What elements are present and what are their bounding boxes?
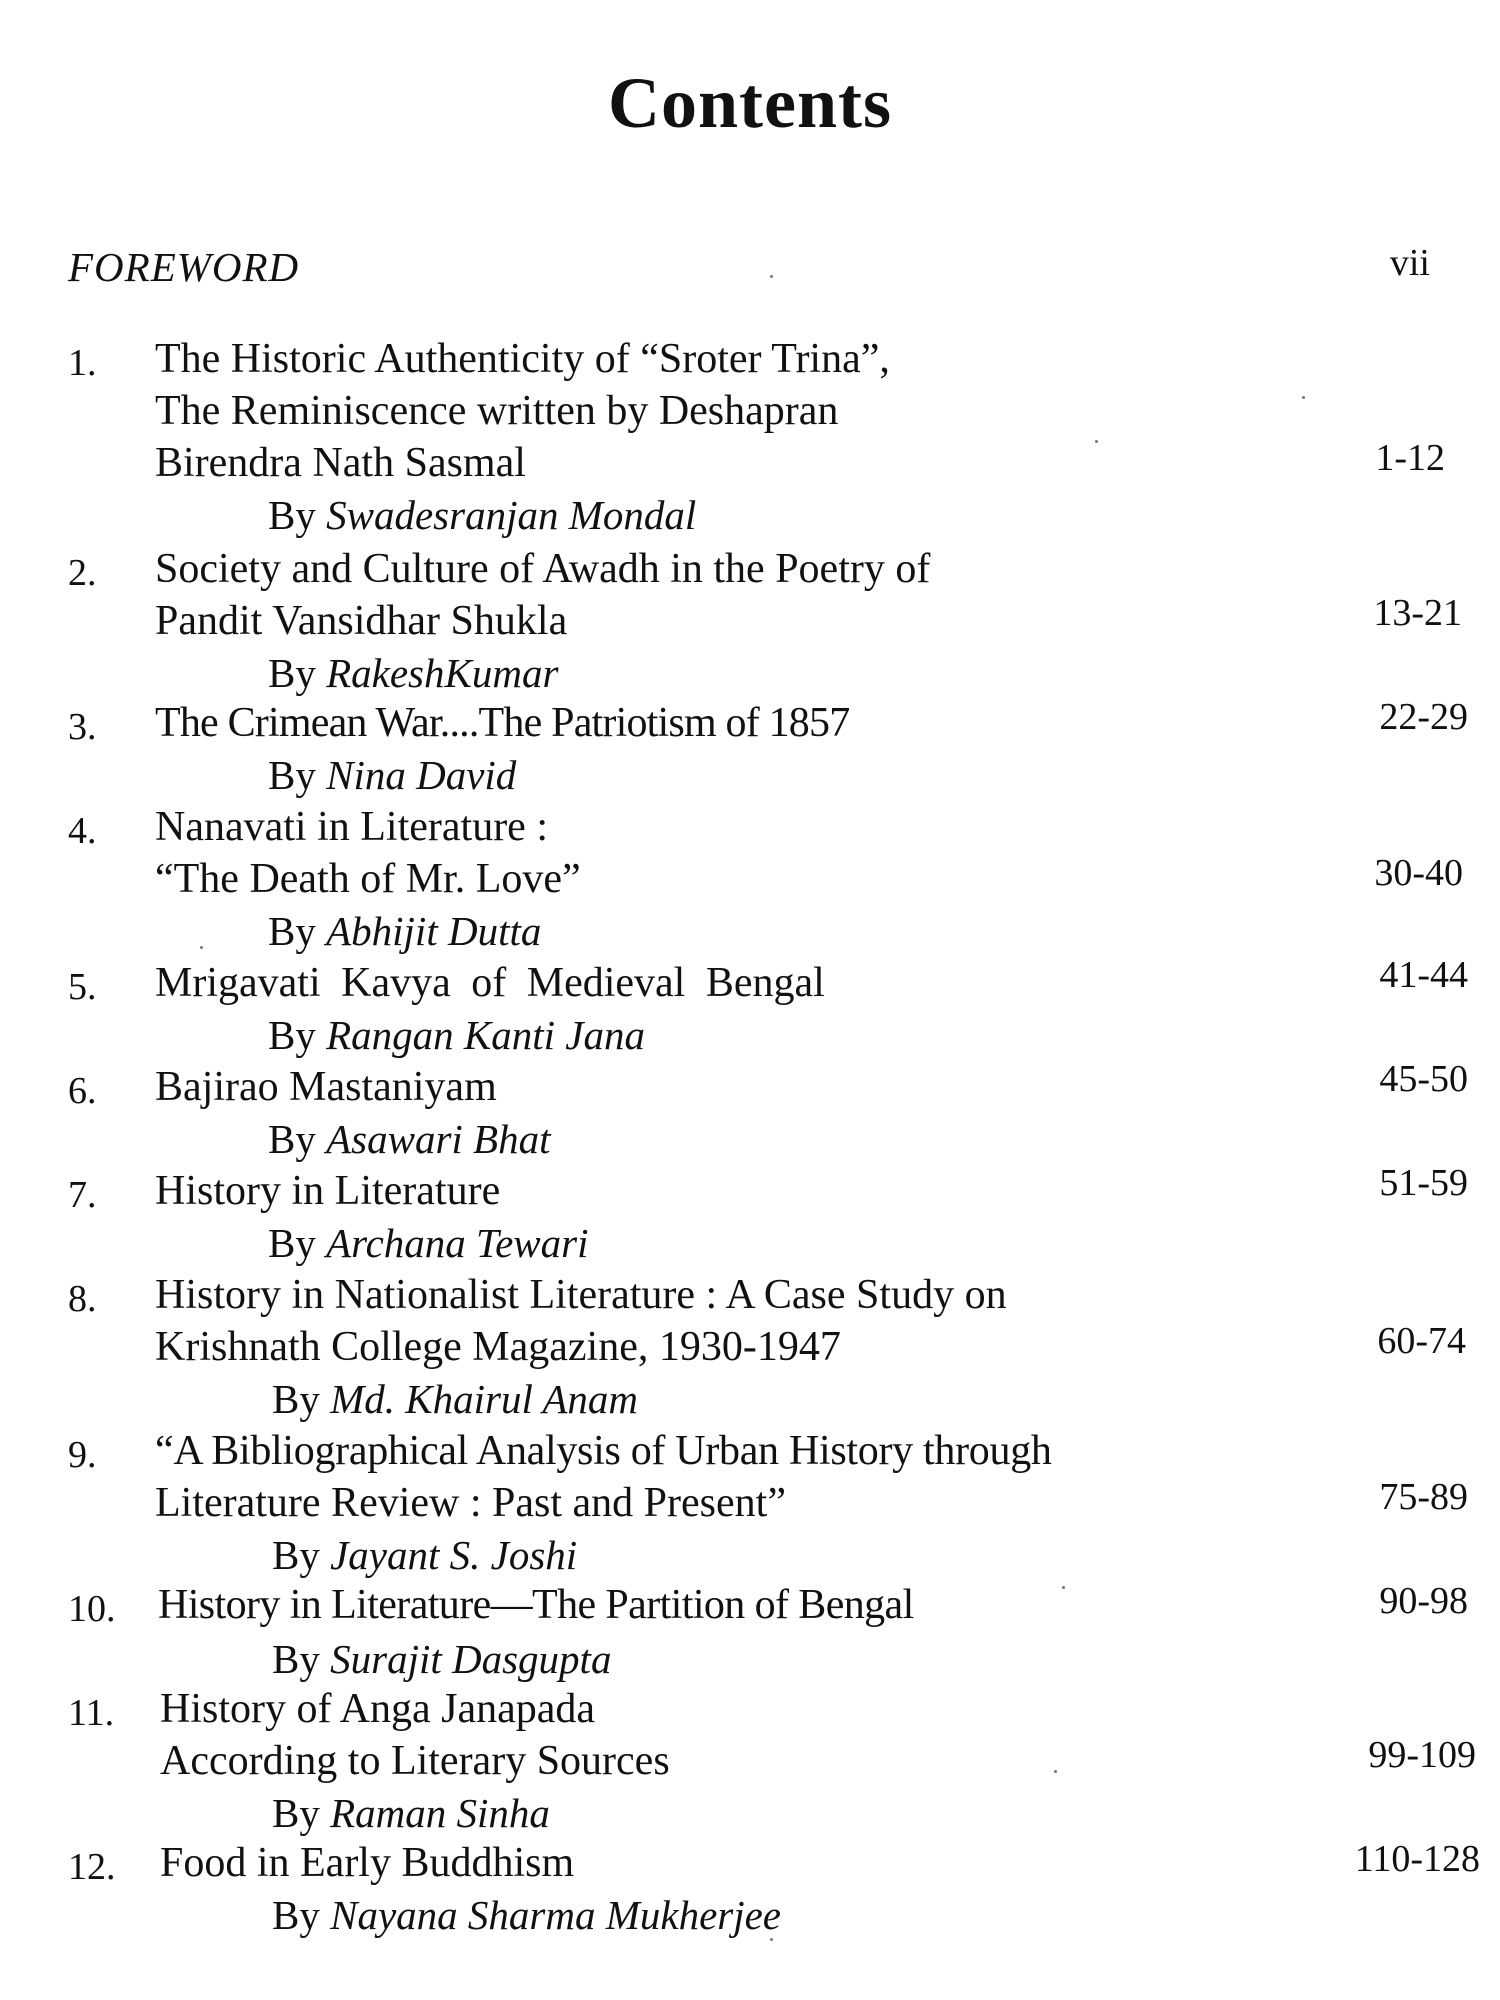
scan-speck — [200, 946, 203, 949]
entry-pages: 75-89 — [1379, 1476, 1468, 1518]
scan-speck — [1054, 1770, 1057, 1773]
entry-pages: 51-59 — [1379, 1162, 1468, 1204]
entry-pages: 22-29 — [1379, 696, 1468, 738]
entry-title-line: History of Anga Janapada — [160, 1686, 596, 1732]
entry-number: 9. — [68, 1434, 97, 1476]
entry-byline — [268, 1114, 551, 1164]
by-label: By — [268, 1012, 316, 1058]
entry-title-line: Krishnath College Magazine, 1930-1947 — [155, 1324, 841, 1370]
entry-number: 1. — [68, 342, 97, 384]
entry-pages: 60-74 — [1377, 1320, 1466, 1362]
entry-author: Asawari Bhat — [326, 1116, 551, 1162]
scan-speck — [770, 1938, 773, 1941]
scan-speck — [770, 275, 773, 278]
entry-number: 10. — [68, 1588, 116, 1630]
entry-number: 12. — [68, 1846, 116, 1888]
entry-pages: 13-21 — [1373, 592, 1462, 634]
entry-byline — [272, 1634, 611, 1684]
entry-author: Raman Sinha — [330, 1790, 550, 1836]
entry-author: RakeshKumar — [326, 650, 559, 696]
entry-byline — [272, 1788, 550, 1838]
entry-number: 8. — [68, 1278, 97, 1320]
by-label: By — [268, 492, 316, 538]
entry-number: 3. — [68, 706, 97, 748]
entry-title-line: “The Death of Mr. Love” — [155, 856, 581, 902]
entry-pages: 1-12 — [1375, 437, 1445, 479]
by-label: By — [268, 650, 316, 696]
entry-number: 4. — [68, 810, 97, 852]
entry-title-line: The Reminiscence written by Deshapran — [155, 388, 839, 434]
foreword-page: vii — [1389, 242, 1430, 284]
entry-byline — [268, 490, 696, 540]
entry-byline — [272, 1890, 781, 1940]
by-label: By — [268, 1220, 316, 1266]
entry-pages: 45-50 — [1379, 1058, 1468, 1100]
scan-speck — [1302, 396, 1305, 399]
by-label: By — [272, 1790, 320, 1836]
page-title: Contents — [607, 63, 892, 143]
entry-pages: 99-109 — [1368, 1734, 1476, 1776]
entry-byline — [268, 1218, 588, 1268]
by-label: By — [268, 908, 316, 954]
scan-speck — [1062, 1586, 1065, 1589]
entry-number: 2. — [68, 552, 97, 594]
by-label: By — [268, 752, 316, 798]
entry-title-line: History in Nationalist Literature : A Case Study on — [155, 1272, 1007, 1318]
entry-byline — [268, 750, 516, 800]
entry-byline — [268, 906, 541, 956]
entry-title-line: Nanavati in Literature : — [155, 804, 548, 850]
entry-pages: 30-40 — [1374, 852, 1463, 894]
by-label: By — [272, 1532, 320, 1578]
scan-speck — [1095, 440, 1098, 443]
entry-title-line: The Historic Authenticity of “Sroter Trina”, — [155, 336, 890, 382]
entry-author: Nayana Sharma Mukherjee — [330, 1892, 782, 1938]
entry-title-line: Pandit Vansidhar Shukla — [155, 598, 568, 644]
entry-author: Swadesranjan Mondal — [326, 492, 697, 538]
entry-author: Md. Khairul Anam — [330, 1376, 639, 1422]
entry-author: Abhijit Dutta — [326, 908, 542, 954]
entry-title-line: History in Literature — [155, 1168, 501, 1214]
entry-author: Surajit Dasgupta — [330, 1636, 612, 1682]
entry-number: 5. — [68, 966, 97, 1008]
entry-author: Nina David — [326, 752, 517, 798]
entry-byline — [268, 648, 558, 698]
entry-pages: 41-44 — [1379, 954, 1468, 996]
entry-number: 6. — [68, 1070, 97, 1112]
entry-byline — [272, 1374, 638, 1424]
by-label: By — [272, 1376, 320, 1422]
entry-title-line: Mrigavati Kavya of Medieval Bengal — [155, 960, 825, 1006]
entry-title-line: “A Bibliographical Analysis of Urban History through — [155, 1428, 1052, 1474]
entry-byline — [272, 1530, 577, 1580]
entry-title-line: The Crimean War....The Patriotism of 1857 — [155, 700, 850, 746]
entry-author: Rangan Kanti Jana — [326, 1012, 645, 1058]
foreword-label: FOREWORD — [68, 244, 300, 290]
by-label: By — [272, 1636, 320, 1682]
entry-title-line: History in Literature—The Partition of Bengal — [158, 1582, 914, 1628]
by-label: By — [268, 1116, 316, 1162]
entry-author: Jayant S. Joshi — [330, 1532, 578, 1578]
entry-byline — [268, 1010, 645, 1060]
entry-title-line: According to Literary Sources — [160, 1738, 670, 1784]
entry-pages: 110-128 — [1354, 1838, 1480, 1880]
entry-author: Archana Tewari — [326, 1220, 589, 1266]
entry-title-line: Literature Review : Past and Present” — [155, 1480, 786, 1526]
entry-title-line: Bajirao Mastaniyam — [155, 1064, 497, 1110]
entry-title-line: Birendra Nath Sasmal — [155, 440, 526, 486]
entry-number: 7. — [68, 1174, 97, 1216]
by-label: By — [272, 1892, 320, 1938]
entry-number: 11. — [68, 1692, 115, 1734]
entry-title-line: Society and Culture of Awadh in the Poetry of — [155, 546, 931, 592]
entry-title-line: Food in Early Buddhism — [160, 1840, 575, 1886]
entry-pages: 90-98 — [1379, 1580, 1468, 1622]
